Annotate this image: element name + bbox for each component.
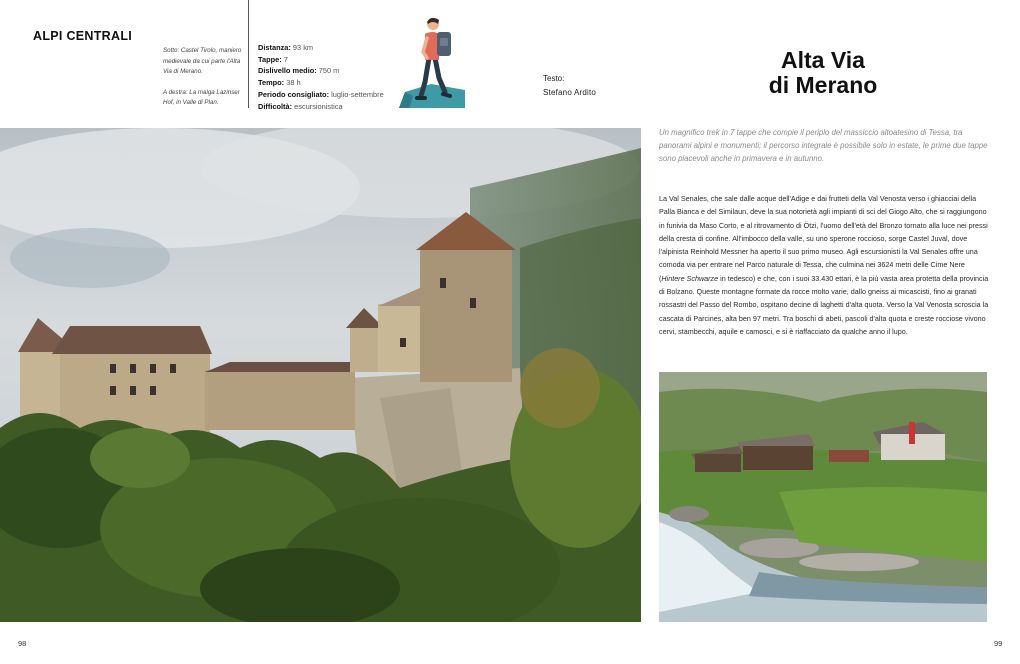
- section-title: ALPI CENTRALI: [33, 29, 133, 43]
- author-name: Stefano Ardito: [543, 88, 597, 97]
- stat-time: Tempo: 38 h: [258, 78, 301, 88]
- stat-season: Periodo consigliato: luglio-settembre: [258, 89, 384, 99]
- hiker-icon: [395, 12, 471, 110]
- mountain-hut-photo: [659, 372, 987, 622]
- header-divider: [248, 0, 249, 108]
- lead-paragraph: Un magnifico trek in 7 tappe che compie il periplo del massiccio altoatesino di Tessa, tra panorami alpini e monumenti; il percorso integrale è possibile solo in estate, le prime due tappe sono piacevoli anche in primavera e in autunno.: [659, 128, 988, 164]
- caption-below: Sotto: Castel Tirolo, maniero medievale da cui parte l'Alta Via di Merano.: [163, 47, 242, 75]
- page-number-right: 99: [994, 639, 1003, 648]
- castle-photo: [0, 128, 641, 622]
- article-title: Alta Via di Merano: [768, 47, 878, 98]
- photo-captions: [163, 46, 245, 109]
- stat-stages: Tappe: 7: [258, 54, 288, 64]
- body-text: La Val Senales, che sale dalle acque dell'Adige e dai frutteti della Val Venosta verso i ghiacciai della Palla Bianca e del Similaun, deve la sua notorietà agli impianti di sci del Giogo Alto, che si raggiungono in funivia da Maso Corto, e al ritrovamento di Ötzi, l'uomo dell'età del Bronzo tornato alla luce nei pressi della cresta di confine. All'imbocco della valle, su uno sperone roccioso, sorge Castel Juval, dove l'alpinista Reinhold Messner ha aperto il suo primo museo. Agli escursionisti la Val Senales offre una comoda via per entrare nel Parco naturale di Tessa, che culmina nei 3624 metri delle Cime Nere (Hintere Schwarze in tedesco) e che, con i suoi 33.430 ettari, è la più vasta area protetta della provincia di Bolzano. Queste montagne formate da rocce molto varie, dallo gneiss ai micascisti, fino ai granati rossastri del Passo del Rombo, ospitano decine di laghetti d'alta quota. Verso la Val Venosta scroscia la cascata di Parcines, alta ben 97 metri. Tra boschi di abeti, pascoli d'alta quota e creste rocciose vivono cervi, stambecchi, aquile e camosci, e si è riaffacciato da qualche anno il lupo.: [659, 194, 989, 336]
- stat-difficulty: Difficoltà: escursionistica: [258, 101, 343, 111]
- stat-elevation: Dislivello medio: 750 m: [258, 66, 340, 76]
- page-number-left: 98: [18, 639, 27, 648]
- caption-right: A destra: La malga Lazinser Hof, in Valle di Plan.: [163, 88, 240, 106]
- trek-stats: [258, 42, 384, 112]
- author-label: Testo:: [543, 74, 565, 83]
- stat-distance: Distanza: 93 km: [258, 43, 314, 52]
